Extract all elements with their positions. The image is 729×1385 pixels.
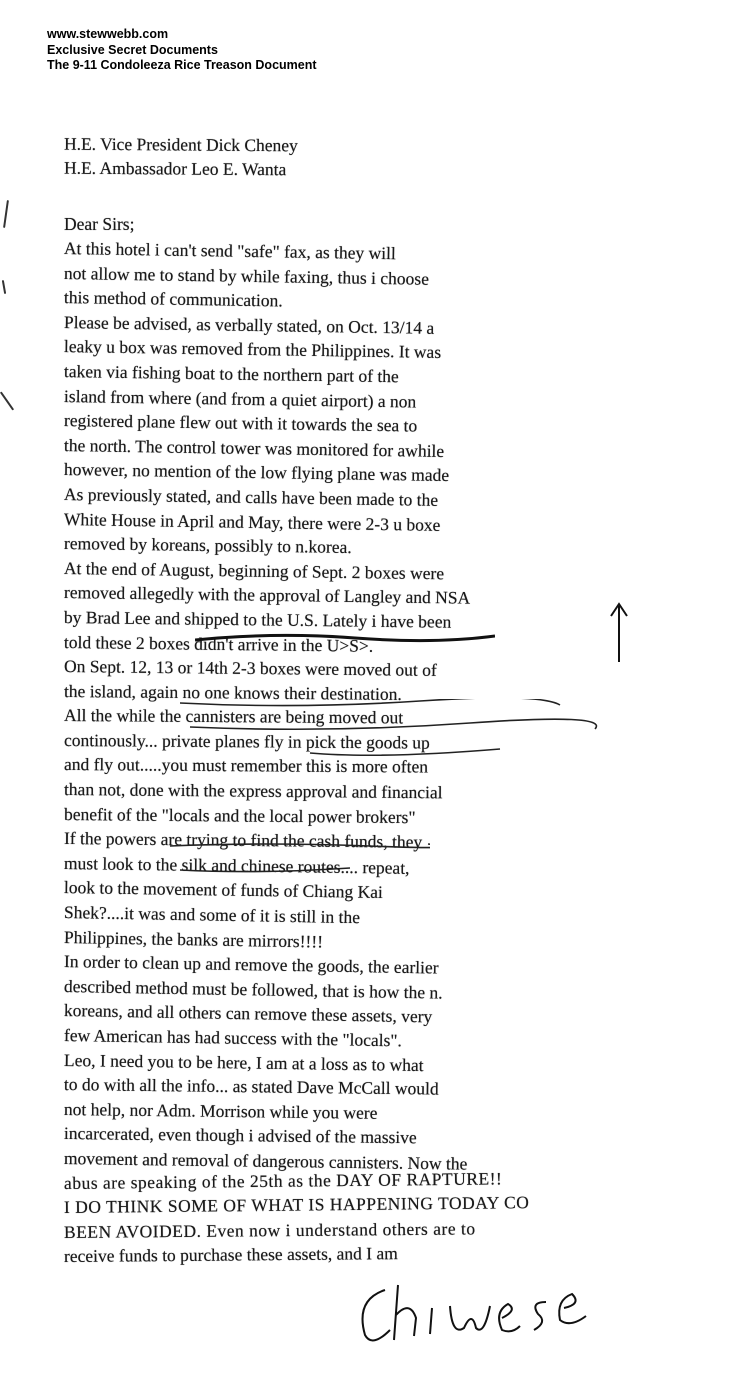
letter-line: few American has had success with the "locals". bbox=[63, 1025, 403, 1051]
letter-line: however, no mention of the low flying plane was made bbox=[63, 459, 450, 486]
letter-line: As previously stated, and calls have been made to the bbox=[63, 483, 439, 510]
letter-line: Please be advised, as verbally stated, on Oct. 13/14 a bbox=[63, 311, 435, 338]
letter-line: this method of communication. bbox=[63, 287, 283, 311]
letter-line: the north. The control tower was monitored for awhile bbox=[63, 434, 445, 461]
letter-line: look to the movement of funds of Chiang Kai bbox=[63, 877, 383, 903]
letter-line: the island, again no one knows their destination. bbox=[63, 680, 402, 704]
margin-mark bbox=[2, 280, 6, 294]
letter-line: In order to clean up and remove the goods, the earlier bbox=[63, 951, 439, 978]
letter-line: At the end of August, beginning of Sept. 2 boxes were bbox=[63, 557, 445, 584]
letter-line: If the powers are trying to find the cash funds, they bbox=[63, 828, 423, 853]
letter-line: Leo, I need you to be here, I am at a loss as to what bbox=[63, 1049, 424, 1075]
letter-line: taken via fishing boat to the northern part of the bbox=[63, 360, 399, 387]
margin-mark bbox=[0, 391, 14, 410]
addressee-line: H.E. Vice President Dick Cheney bbox=[63, 133, 298, 156]
letter-line: I DO THINK SOME OF WHAT IS HAPPENING TODAY CO bbox=[63, 1192, 530, 1218]
site-url: www.stewwebb.com bbox=[47, 27, 169, 41]
underline-scribble bbox=[170, 840, 430, 876]
salutation: Dear Sirs; bbox=[64, 214, 135, 234]
letter-line: Shek?....it was and some of it is still in the bbox=[63, 902, 361, 928]
letter-line: movement and removal of dangerous cannisters. Now the bbox=[63, 1147, 468, 1174]
letter-line: described method must be followed, that is how the n. bbox=[63, 975, 443, 1003]
letter-line: island from where (and from a quiet airport) a non bbox=[63, 385, 417, 412]
letter-line: receive funds to purchase these assets, and I am bbox=[63, 1243, 398, 1267]
arrow-icon bbox=[607, 600, 631, 664]
letter-line: At this hotel i can't send "safe" fax, as they will bbox=[63, 238, 397, 264]
letter-line: not help, nor Adm. Morrison while you were bbox=[63, 1098, 378, 1123]
letter-line: leaky u box was removed from the Philippines. It was bbox=[63, 336, 442, 363]
letter-line: removed allegedly with the approval of Langley and NSA bbox=[63, 582, 471, 608]
letter-line: told these 2 boxes didn't arrive in the U>S>. bbox=[63, 631, 374, 656]
page-header bbox=[47, 27, 317, 74]
margin-mark bbox=[3, 200, 9, 228]
letter-line: must look to the silk and chinese routes.... repeat, bbox=[63, 852, 410, 878]
letter-line: White House in April and May, there were 2-3 u boxe bbox=[63, 508, 441, 535]
letter-line: On Sept. 12, 13 or 14th 2-3 boxes were moved out of bbox=[63, 656, 437, 680]
strikethrough-scribble bbox=[195, 628, 495, 650]
letter-line: than not, done with the express approval and financial bbox=[63, 779, 443, 803]
letter-line: benefit of the "locals and the local power brokers" bbox=[63, 803, 416, 827]
addressee-line: H.E. Ambassador Leo E. Wanta bbox=[63, 157, 287, 180]
letter-line: to do with all the info... as stated Dave McCall would bbox=[63, 1074, 439, 1099]
header-subtitle: Exclusive Secret Documents bbox=[47, 42, 218, 57]
letter-line: continously... private planes fly in pick the goods up bbox=[63, 729, 430, 753]
letter-line: removed by koreans, possibly to n.korea. bbox=[63, 533, 352, 558]
letter-line: not allow me to stand by while faxing, thus i choose bbox=[63, 262, 430, 289]
letter-line: abus are speaking of the 25th as the DAY OF RAPTURE!! bbox=[63, 1167, 503, 1193]
document-title: The 9-11 Condoleeza Rice Treason Document bbox=[47, 58, 317, 72]
letter-line: incarcerated, even though i advised of the massive bbox=[63, 1123, 417, 1148]
letter-line: BEEN AVOIDED. Even now i understand others are to bbox=[63, 1218, 476, 1242]
letter-line: by Brad Lee and shipped to the U.S. Lately i have been bbox=[63, 606, 452, 632]
letter-line: Philippines, the banks are mirrors!!!! bbox=[63, 926, 324, 952]
letter-line: All the while the cannisters are being moved out bbox=[63, 705, 404, 728]
underline-scribble bbox=[180, 699, 600, 759]
handwritten-word bbox=[350, 1270, 630, 1350]
letter-line: and fly out.....you must remember this is more often bbox=[63, 754, 429, 778]
letter-line: koreans, and all others can remove these assets, very bbox=[63, 1000, 433, 1027]
letter-line: registered plane flew out with it towards the sea to bbox=[63, 410, 418, 436]
